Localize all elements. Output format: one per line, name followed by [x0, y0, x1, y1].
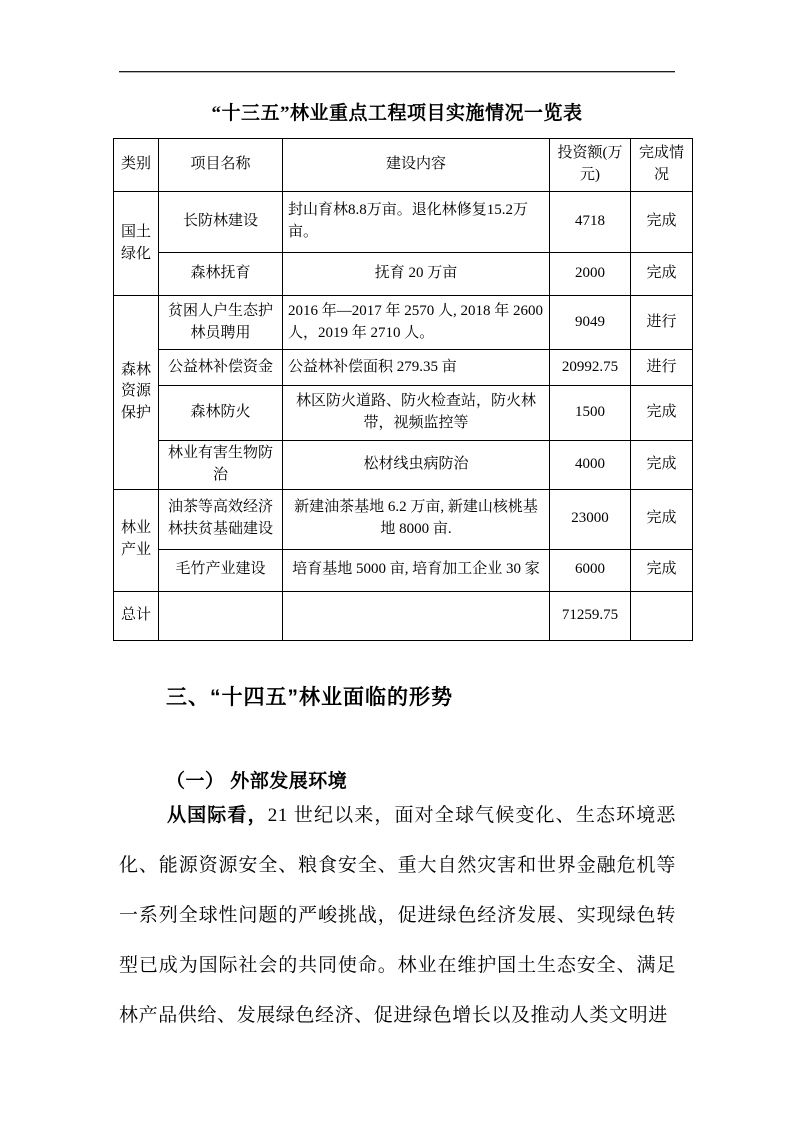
- paragraph-lead-text: 从国际看，: [167, 805, 268, 826]
- table-title: “十三五”林业重点工程项目实施情况一览表: [211, 103, 583, 124]
- table-row: [114, 489, 693, 549]
- investment-cell: 9049: [550, 296, 631, 350]
- category-cell: 国土 绿化: [114, 192, 159, 296]
- investment-total-cell: 71259.75: [550, 591, 631, 640]
- content-cell: 2016 年—2017 年 2570 人, 2018 年 2600 人，2019 年 2710 人。: [283, 296, 550, 350]
- paragraph-body-text: 21 世纪以来，面对全球气候变化、生态环境恶化、能源资源安全、粮食安全、重大自然灾害和世界金融危机等一系列全球性问题的严峻挑战，促进绿色经济发展、实现绿色转型已成为国际社会的共同使命。林业在维护国土生态安全、满足林产品供给、发展绿色经济、促进绿色增长以及推动人类文明进: [119, 805, 676, 1026]
- table-row: [114, 296, 693, 350]
- content-cell: [283, 591, 550, 640]
- investment-cell: 23000: [550, 489, 631, 549]
- table-row: [114, 350, 693, 386]
- investment-cell: 2000: [550, 253, 631, 296]
- column-header-status: 完成情 况: [631, 139, 693, 192]
- project-cell: 林业有害生物防治: [159, 441, 283, 490]
- table-row: [114, 253, 693, 296]
- project-cell: 贫困人户生态护林员聘用: [159, 296, 283, 350]
- status-cell: 完成: [631, 386, 693, 441]
- column-header-content: 建设内容: [283, 139, 550, 192]
- table-total-row: [114, 591, 693, 640]
- project-cell: 毛竹产业建设: [159, 549, 283, 591]
- content-cell: 林区防火道路、防火检查站，防火林带，视频监控等: [283, 386, 550, 441]
- body-paragraph: [119, 791, 676, 1041]
- investment-cell: 1500: [550, 386, 631, 441]
- investment-cell: 4000: [550, 441, 631, 490]
- status-cell: 完成: [631, 549, 693, 591]
- project-cell: 森林抚育: [159, 253, 283, 296]
- status-cell: 完成: [631, 253, 693, 296]
- page-header-rule: [119, 71, 675, 73]
- status-cell: [631, 591, 693, 640]
- project-cell: 森林防火: [159, 386, 283, 441]
- category-cell: 总计: [114, 591, 159, 640]
- investment-cell: 20992.75: [550, 350, 631, 386]
- content-cell: 封山育林8.8万亩。退化林修复15.2万亩。: [283, 192, 550, 253]
- status-cell: 完成: [631, 489, 693, 549]
- project-cell: [159, 591, 283, 640]
- status-cell: 进行: [631, 350, 693, 386]
- project-cell: 公益林补偿资金: [159, 350, 283, 386]
- category-cell: 林业 产业: [114, 489, 159, 591]
- content-cell: 培育基地 5000 亩, 培育加工企业 30 家: [283, 549, 550, 591]
- table-row: [114, 441, 693, 490]
- content-cell: 新建油茶基地 6.2 万亩, 新建山核桃基地 8000 亩.: [283, 489, 550, 549]
- column-header-project: 项目名称: [159, 139, 283, 192]
- project-cell: 油茶等高效经济林扶贫基础建设: [159, 489, 283, 549]
- investment-cell: 6000: [550, 549, 631, 591]
- subsection-heading: （一） 外部发展环境: [166, 771, 348, 792]
- category-cell: 森林 资源 保护: [114, 296, 159, 490]
- table-header-row: [114, 139, 693, 192]
- table-row: [114, 386, 693, 441]
- content-cell: 松材线虫病防治: [283, 441, 550, 490]
- status-cell: 完成: [631, 441, 693, 490]
- content-cell: 公益林补偿面积 279.35 亩: [283, 350, 550, 386]
- table-row: [114, 192, 693, 253]
- status-cell: 完成: [631, 192, 693, 253]
- content-cell: 抚育 20 万亩: [283, 253, 550, 296]
- section-heading: 三、“十四五”林业面临的形势: [166, 686, 453, 709]
- table-row: [114, 549, 693, 591]
- column-header-investment: 投资额(万 元): [550, 139, 631, 192]
- projects-table: [113, 138, 693, 641]
- investment-cell: 4718: [550, 192, 631, 253]
- status-cell: 进行: [631, 296, 693, 350]
- project-cell: 长防林建设: [159, 192, 283, 253]
- column-header-category: 类别: [114, 139, 159, 192]
